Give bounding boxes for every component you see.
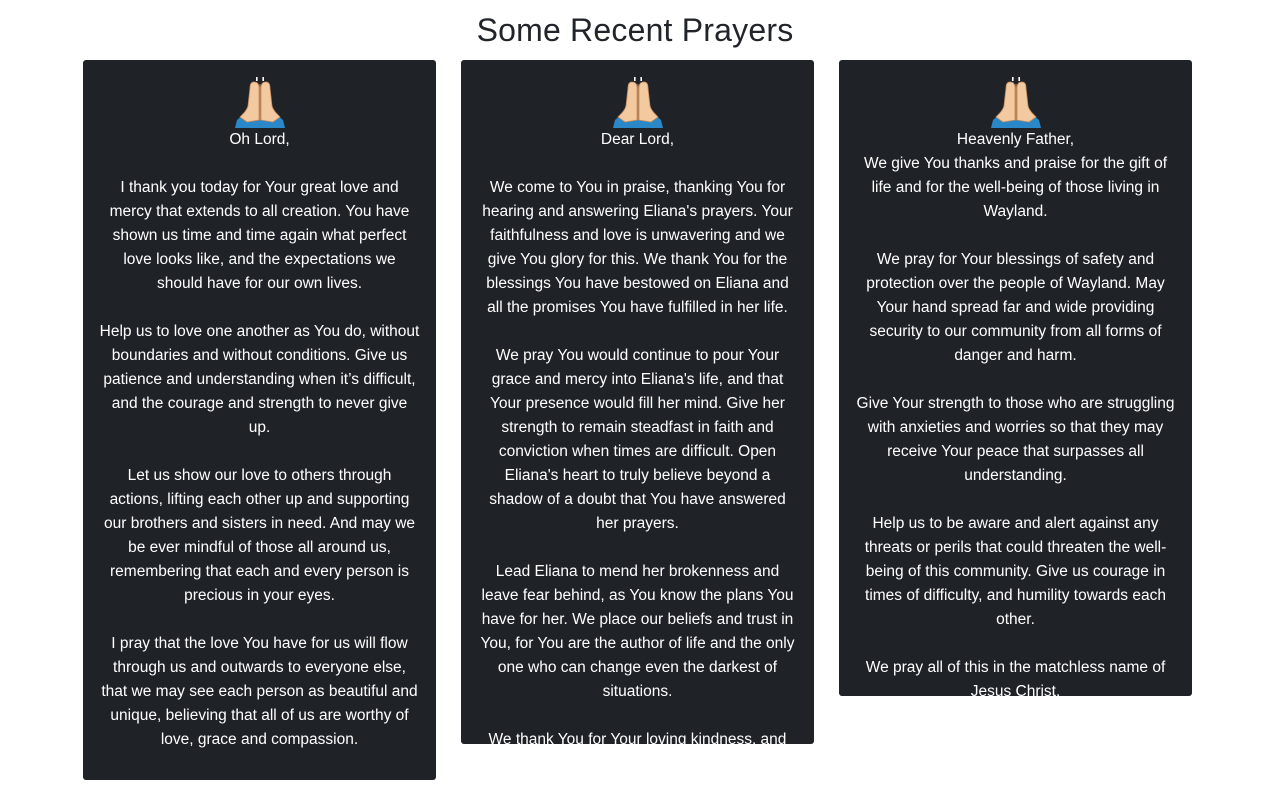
page-title: Some Recent Prayers [476, 12, 794, 48]
prayer-greeting: Dear Lord, [600, 131, 675, 148]
praying-hands-icon [233, 76, 287, 128]
prayer-paragraph: We pray all of this in the matchless name of Jesus Christ. [865, 659, 1166, 700]
prayer-paragraph: We come to You in praise, thanking You for hearing and answering Eliana's prayers. Your faithfulness and love is unwavering and we give You glory for this. We thank You for the blessings You have bestowed on Eliana and all the promises You have fulfilled in her life. [482, 179, 793, 316]
prayer-card [461, 60, 814, 772]
praying-hands-icon [989, 76, 1043, 128]
prayer-greeting: Heavenly Father, [956, 131, 1075, 148]
prayer-paragraph: We give You thanks and praise for the gift of life and for the well-being of those living in Wayland. [863, 155, 1168, 220]
prayer-greeting: Oh Lord, [229, 131, 290, 148]
prayer-closing: Amen. [237, 779, 282, 796]
prayer-closing: We thank You for Your loving kindness, and pray in Your name. Amen. [488, 731, 787, 772]
prayer-paragraph: Help us to love one another as You do, without boundaries and without conditions. Give us patience and understanding when it’s difficult, and the courage and strength to never give up. [99, 323, 420, 436]
prayer-card [83, 60, 436, 796]
prayer-paragraph: I pray that the love You have for us will flow through us and outwards to everyone else, that we may see each person as beautiful and unique, believing that all of us are worthy of love, grace and compassion. [101, 635, 418, 748]
prayer-paragraph: Help us to be aware and alert against any threats or perils that could threaten the well-being of this community. Give us courage in times of difficulty, and humility towards each other. [864, 515, 1167, 628]
prayer-paragraph: We pray You would continue to pour Your grace and mercy into Eliana's life, and that Your presence would fill her mind. Give her strength to remain steadfast in faith and conviction when times are difficult. Open Eliana's heart to truly believe beyond a shadow of a doubt that You have answered her prayers. [489, 347, 786, 532]
prayer-closing: Amen. [993, 707, 1038, 724]
prayer-paragraph: Give Your strength to those who are struggling with anxieties and worries so that they may receive Your peace that surpasses all understanding. [856, 395, 1175, 484]
prayer-paragraph: Let us show our love to others through actions, lifting each other up and supporting our brothers and sisters in need. And may we be ever mindful of those all around us, remembering that each and every person is precious in your eyes. [103, 467, 416, 604]
prayer-paragraph: Lead Eliana to mend her brokenness and leave fear behind, as You know the plans You have for her. We place our beliefs and trust in You, for You are the author of life and the only one who can change even the darkest of situations. [480, 563, 795, 700]
prayer-paragraph: I thank you today for Your great love and mercy that extends to all creation. You have shown us time and time again what perfect love looks like, and the expectations we should have for our own lives. [109, 179, 410, 292]
prayer-card [839, 60, 1192, 724]
prayer-paragraph: We pray for Your blessings of safety and protection over the people of Wayland. May Your hand spread far and wide providing security to our community from all forms of danger and harm. [866, 251, 1165, 364]
praying-hands-icon [611, 76, 665, 128]
